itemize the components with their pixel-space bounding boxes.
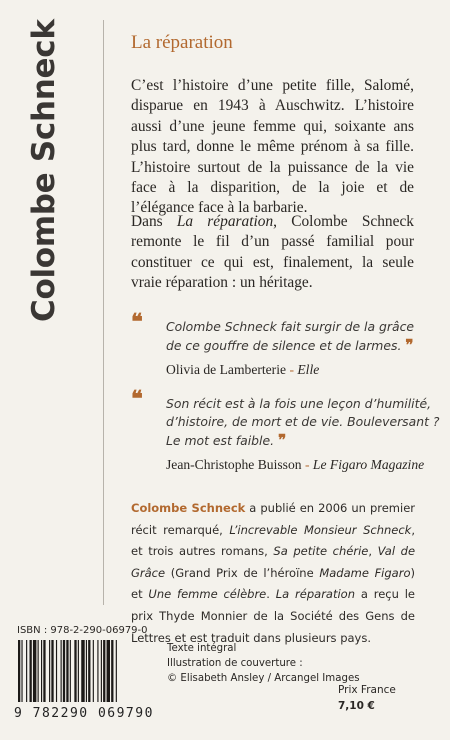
price-value: 7,10 € xyxy=(338,700,375,712)
isbn: ISBN : 978-2-290-06979-0 xyxy=(17,625,148,636)
spine-author: Colombe Schneck xyxy=(26,19,62,322)
barcode-digits: 9 782290 069790 xyxy=(14,706,154,721)
quote-close-icon: ❞ xyxy=(405,336,414,354)
quote-line: de ce gouffre de silence et de larmes. xyxy=(166,338,402,353)
author-bio: Colombe Schneck a publié en 2006 un premier récit remarqué, L’increvable Monsieur Schneck, et trois autres romans, Sa petite chérie, Val de Grâce (Grand Prix de l’héroïne Madame Figaro) et Une femme célèbre. La réparation a reçu le prix Thyde Monnier de la Société des Gens de Lettres et est traduit dans plusieurs pays. xyxy=(131,501,416,645)
price-block xyxy=(338,682,396,714)
quote-line: d’histoire, de mort et de vie. Bouleversant ? xyxy=(166,414,440,429)
summary-paragraph-2: Dans La réparation, Colombe Schneck remonte le fil d’un passé familial pour constituer ce qui est, finalement, la seule vraie réparation : un héritage. xyxy=(131,213,414,292)
quote-2 xyxy=(131,386,440,450)
book-title: La réparation xyxy=(131,32,233,53)
quote-line: Son récit est à la fois une leçon d’humilité, xyxy=(166,396,432,411)
cover-credits: Texte intégral Illustration de couverture : © Elisabeth Ansley / Arcangel Images xyxy=(167,643,360,684)
price-label: Prix France xyxy=(338,684,396,696)
quote-2-attribution: Jean-Christophe Buisson - Le Figaro Magazine xyxy=(166,457,425,472)
barcode-icon xyxy=(17,640,155,702)
quote-open-icon: ❝ xyxy=(131,309,143,335)
quote-line: Colombe Schneck fait surgir de la grâce xyxy=(166,319,415,334)
summary-paragraph-1: C’est l’histoire d’une petite fille, Salomé, disparue en 1943 à Auschwitz. L’histoire aussi d’une jeune femme qui, soixante ans plus tard, donne le même prénom à sa fille. L’histoire surtout de la puissance de la vie face à la disparition, de la joie et de l’élégance face à la barbarie. xyxy=(131,77,414,217)
quote-1 xyxy=(131,309,415,355)
quote-close-icon: ❞ xyxy=(278,431,287,449)
quote-line: Le mot est faible. xyxy=(166,433,275,448)
title-ref: La réparation xyxy=(176,213,274,230)
quote-open-icon: ❝ xyxy=(131,386,143,412)
quote-1-attribution: Olivia de Lamberterie - Elle xyxy=(166,362,320,377)
vertical-divider xyxy=(103,20,104,605)
